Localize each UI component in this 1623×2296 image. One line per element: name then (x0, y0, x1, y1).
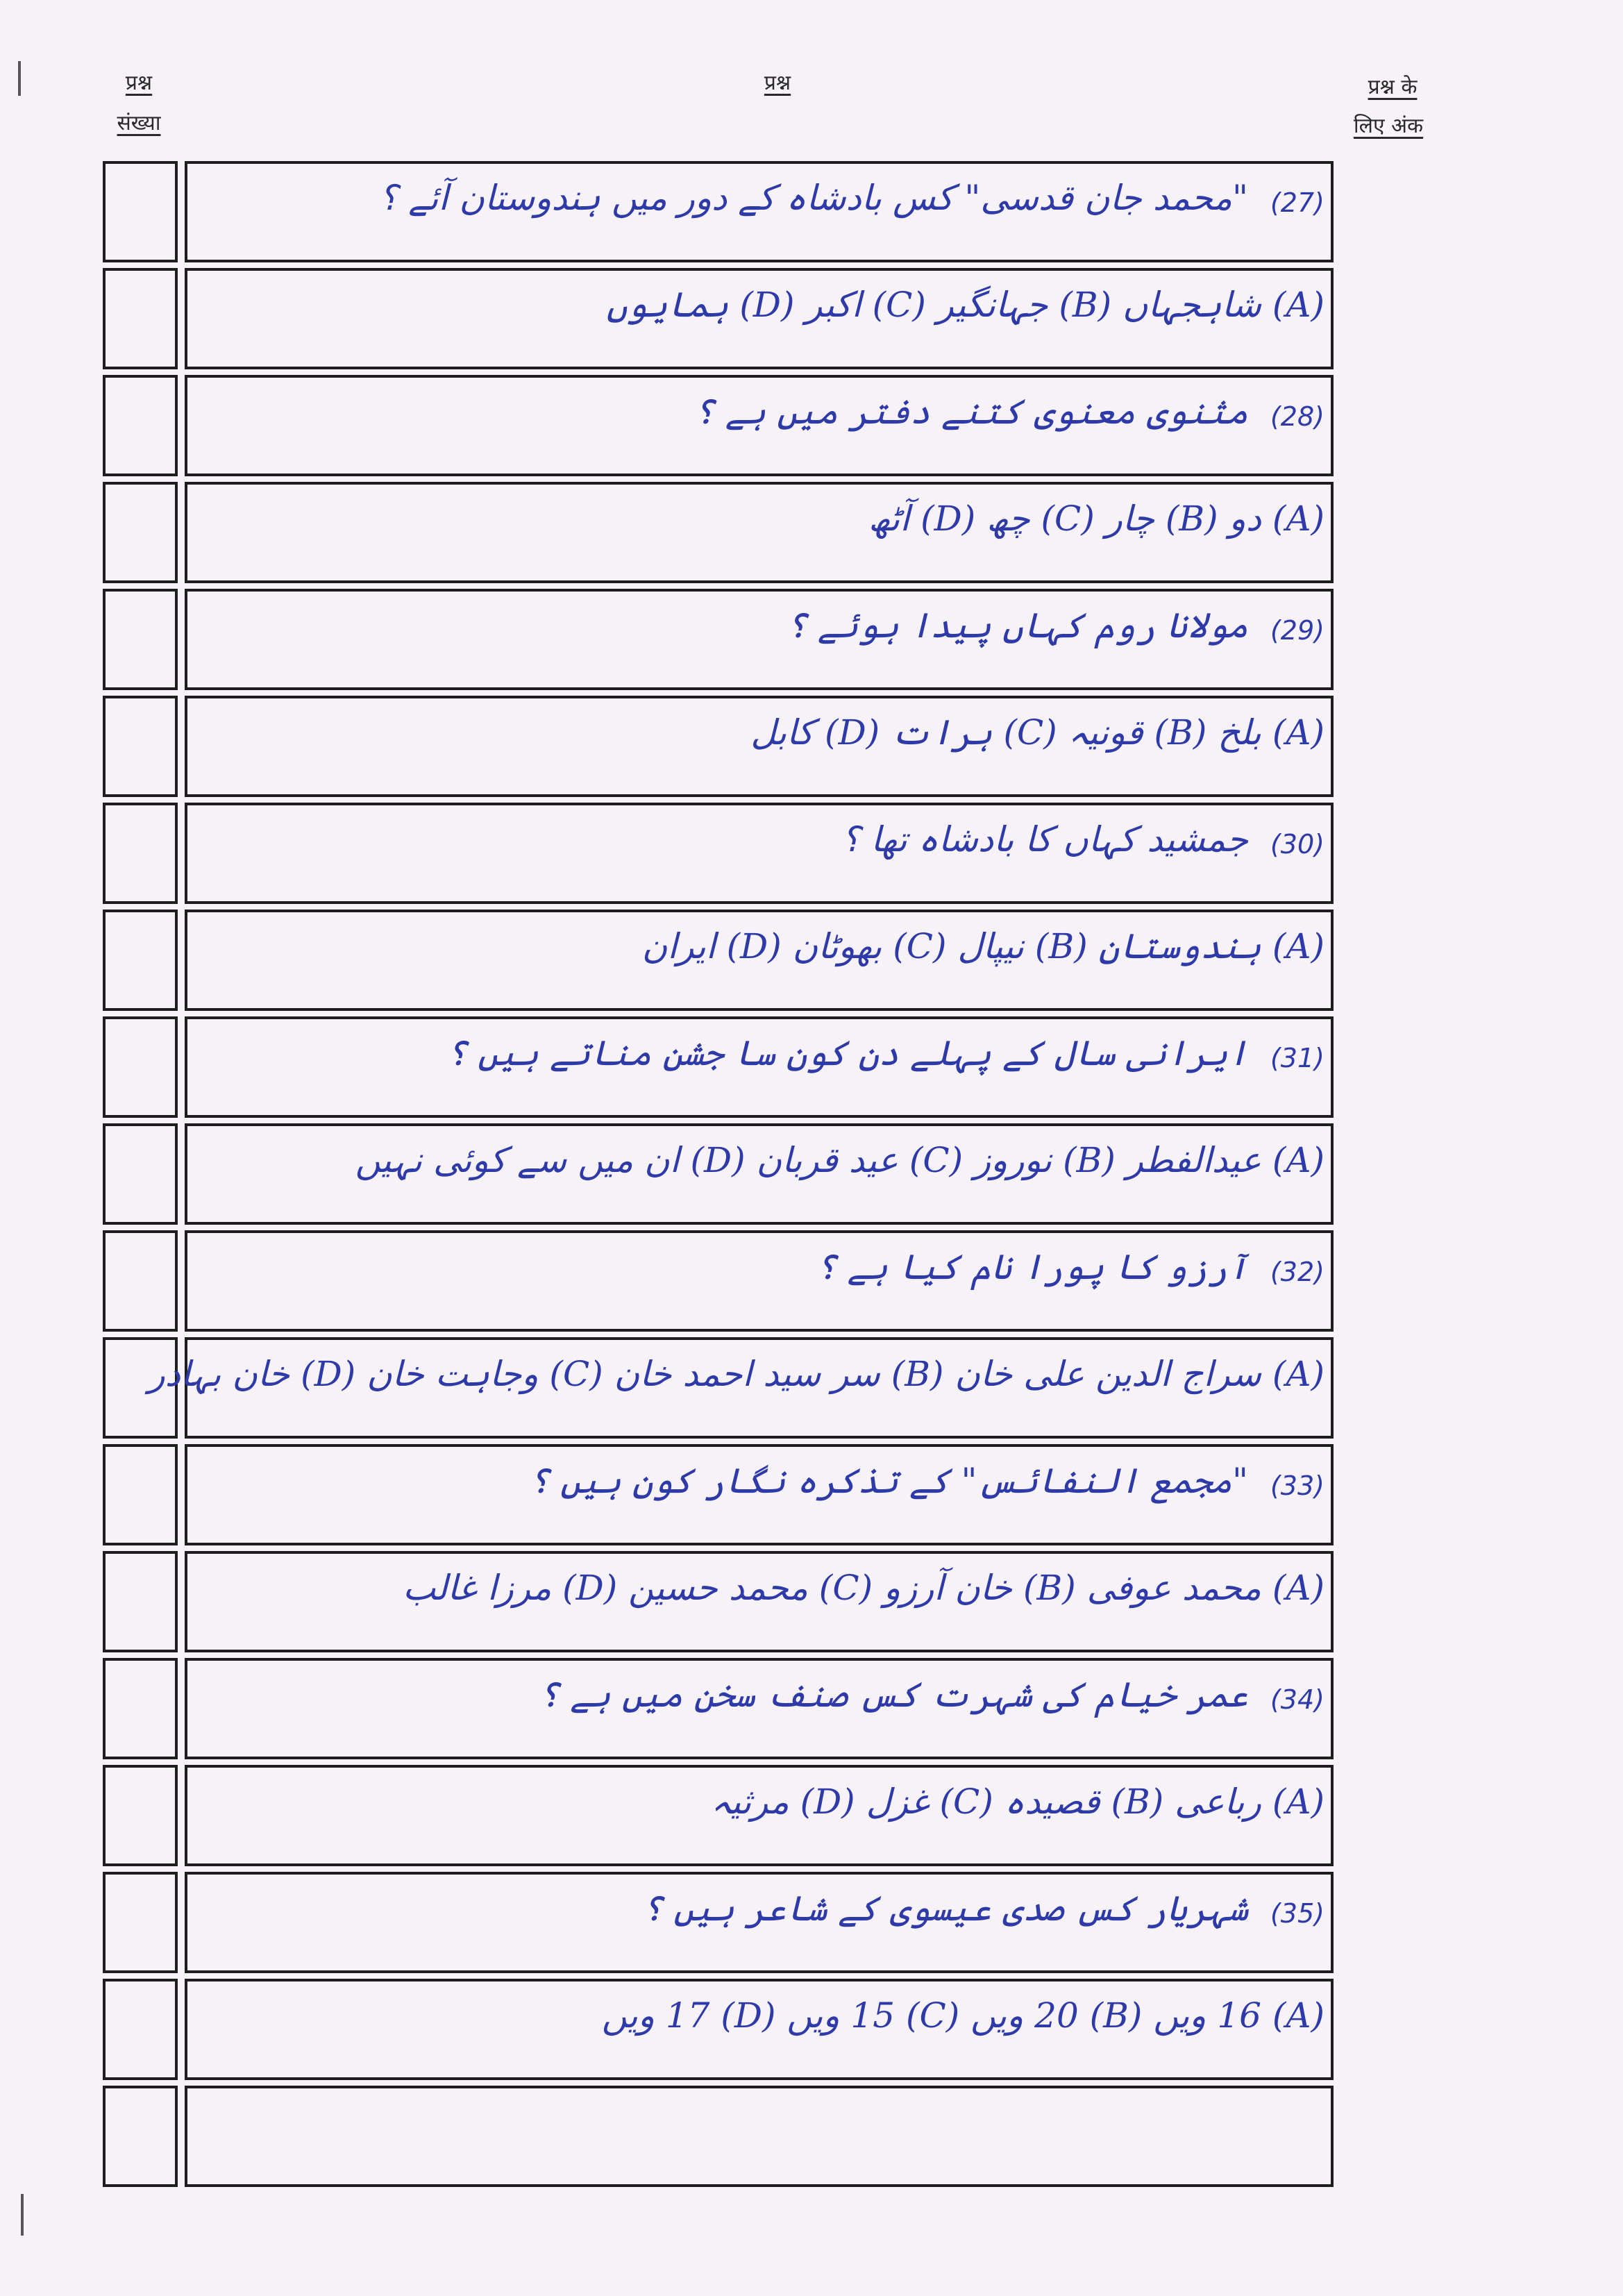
question-number: (29) (1270, 615, 1325, 646)
answer-number-box (103, 696, 178, 797)
question-row (0, 589, 1623, 693)
question-number: (32) (1270, 1257, 1325, 1287)
options-text: (A) سراج الدین علی خان (B) سر سید احمد خان (C) وجاہت خان (D) خان بہادر (148, 1354, 1325, 1394)
scan-edge-mark-bottom (21, 2194, 24, 2236)
options-row (0, 1979, 1623, 2083)
question-text: شہریار کس صدی عیسوی کے شاعر ہیں ؟ (642, 1888, 1248, 1929)
options-row (0, 268, 1623, 372)
answer-number-box (103, 1765, 178, 1866)
options-text: (A) محمد عوفی (B) خان آرزو (C) محمد حسین (D) مرزا غالب (403, 1568, 1325, 1608)
options-text: (A) عیدالفطر (B) نوروز (C) عید قربان (D) ان میں سے کوئی نہیں (355, 1140, 1325, 1180)
header-marks-line2: लिए अंक (1353, 114, 1424, 138)
options-text: (A) رباعی (B) قصیدہ (C) غزل (D) مرثیہ (711, 1782, 1325, 1822)
answer-number-box (103, 268, 178, 369)
question-number: (30) (1270, 829, 1325, 860)
question-number-box (103, 375, 178, 476)
question-text: عمر خیام کی شہرت کس صنف سخن میں ہے ؟ (539, 1675, 1248, 1715)
question-number-box (103, 1230, 178, 1332)
question-row (0, 1872, 1623, 1976)
question-row (0, 803, 1623, 907)
question-number-box (103, 1444, 178, 1545)
options-text: (A) شاہجہاں (B) جہانگیر (C) اکبر (D) ہمایوں (606, 285, 1325, 325)
options-row (0, 1551, 1623, 1655)
question-text: جمشید کہاں کا بادشاہ تھا ؟ (841, 819, 1248, 860)
question-text: مثنوی معنوی کتنے دفتر میں ہے ؟ (693, 392, 1248, 432)
header-marks-line1: प्रश्न के (1368, 75, 1418, 99)
answer-number-box (103, 910, 178, 1011)
header-question-number-line2: संख्या (117, 111, 161, 135)
header-question: प्रश्न (764, 71, 791, 95)
options-row (0, 1337, 1623, 1441)
question-row (0, 1444, 1623, 1548)
question-text: مولانا روم کہاں پیدا ہوئے ؟ (786, 605, 1248, 646)
options-text: (A) دو (B) چار (C) چھ (D) آٹھ (868, 498, 1325, 539)
answer-number-box (103, 482, 178, 583)
options-row (0, 1123, 1623, 1227)
question-number-box (103, 1872, 178, 1973)
answer-number-box (103, 1979, 178, 2080)
scan-edge-mark-top (18, 61, 21, 96)
question-row (0, 375, 1623, 479)
answer-number-box (103, 1551, 178, 1652)
empty-number-box (103, 2086, 178, 2187)
question-number: (31) (1270, 1043, 1325, 1073)
options-row (0, 910, 1623, 1014)
answer-number-box (103, 1123, 178, 1225)
empty-row (0, 2086, 1623, 2190)
question-row (0, 1658, 1623, 1762)
question-text: "محمد جان قدسی" کس بادشاہ کے دور میں ہندوستان آئے ؟ (378, 178, 1248, 218)
options-text: (A) 16 ویں (B) 20 ویں (C) 15 ویں (D) 17 ویں (601, 1995, 1325, 2036)
question-row (0, 1016, 1623, 1121)
question-number: (33) (1270, 1470, 1325, 1501)
question-text: "مجمع النفائس" کے تذکرہ نگار کون ہیں ؟ (528, 1461, 1248, 1501)
question-number-box (103, 1016, 178, 1118)
question-number-box (103, 161, 178, 262)
options-text: (A) ہندوستان (B) نیپال (C) بھوٹان (D) ایران (641, 926, 1325, 966)
question-number: (27) (1270, 187, 1325, 218)
options-row (0, 696, 1623, 800)
question-number: (34) (1270, 1684, 1325, 1715)
question-number: (28) (1270, 401, 1325, 432)
question-number-box (103, 589, 178, 690)
options-row (0, 1765, 1623, 1869)
question-text: ایرانی سال کے پہلے دن کون سا جشن مناتے ہیں ؟ (446, 1033, 1248, 1073)
question-number-box (103, 1658, 178, 1759)
header-question-number-line1: प्रश्न (125, 71, 153, 95)
empty-box (185, 2086, 1334, 2187)
question-number-box (103, 803, 178, 904)
question-row (0, 161, 1623, 265)
question-number: (35) (1270, 1898, 1325, 1929)
question-row (0, 1230, 1623, 1334)
question-text: آرزو کا پورا نام کیا ہے ؟ (816, 1247, 1248, 1287)
options-row (0, 482, 1623, 586)
options-text: (A) بلخ (B) قونیہ (C) ہرات (D) کابل (750, 712, 1325, 753)
